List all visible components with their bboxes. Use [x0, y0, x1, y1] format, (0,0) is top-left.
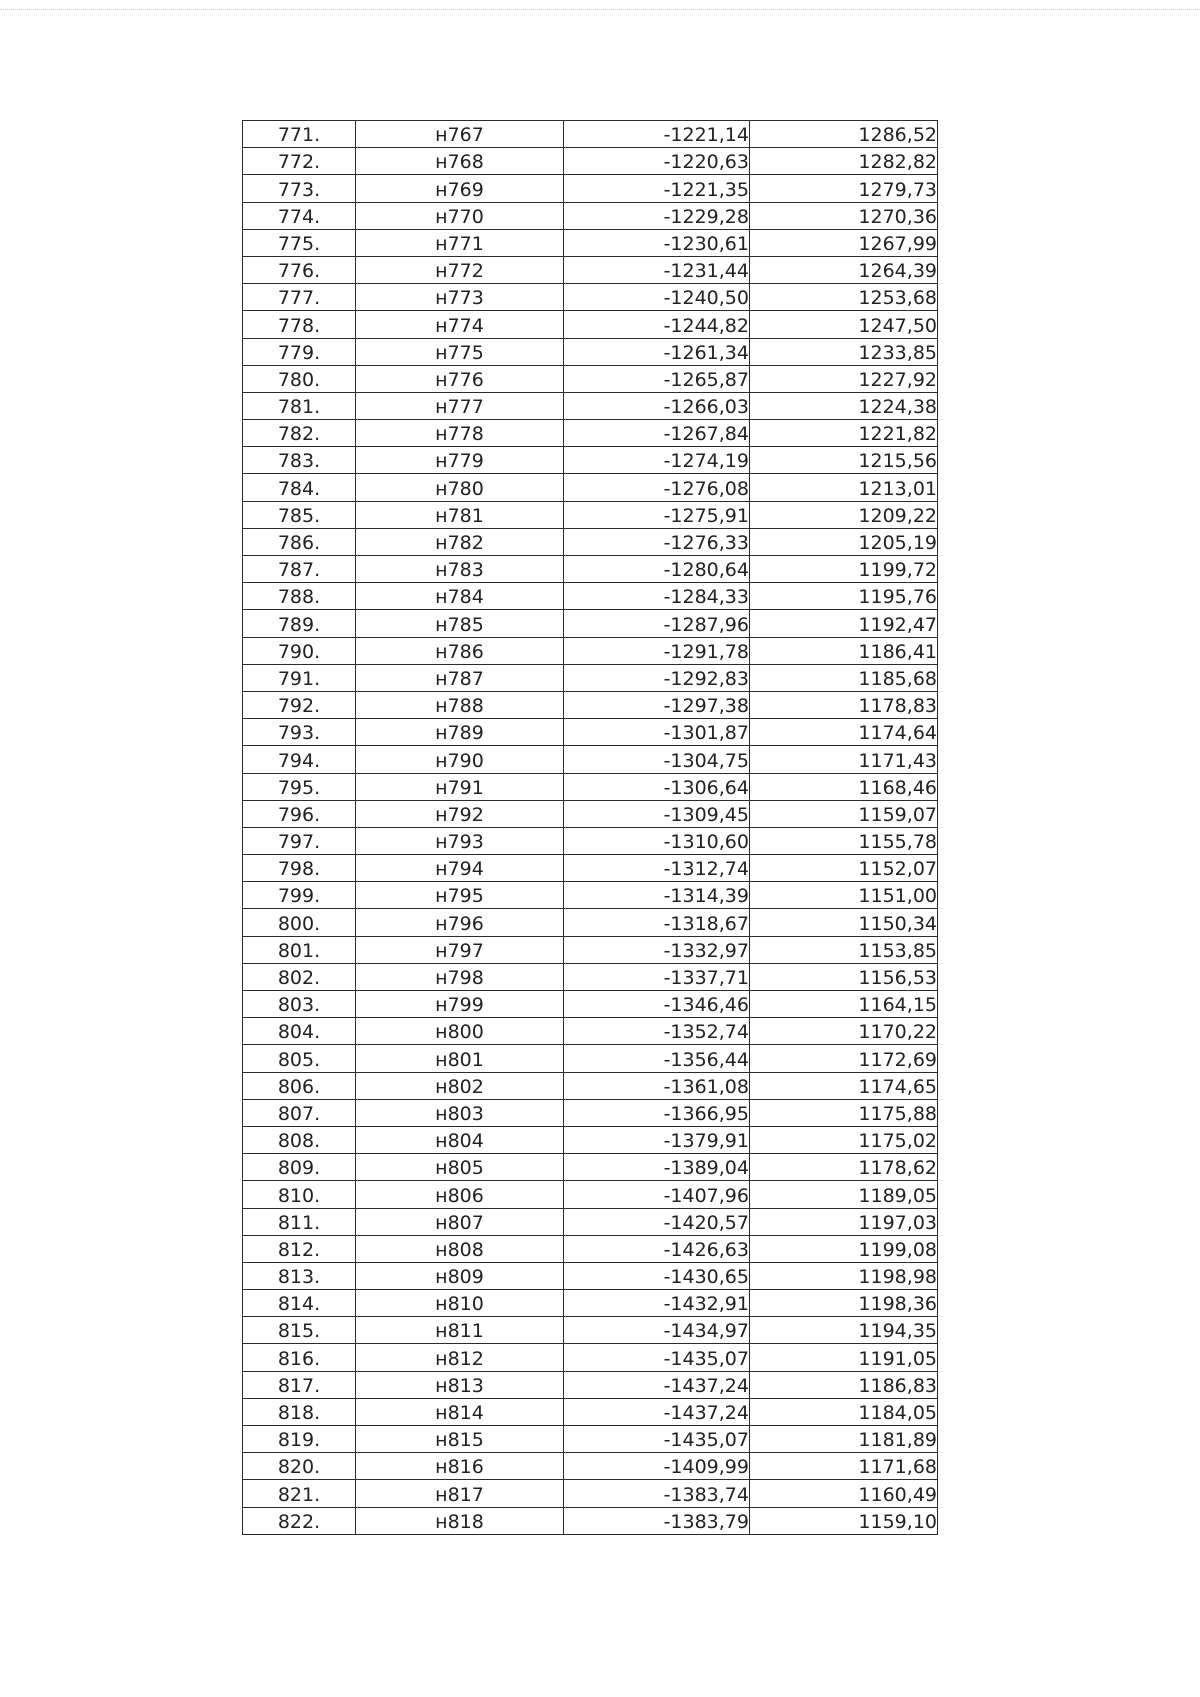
point-name: н805 [356, 1154, 564, 1181]
coord-y: 1181,89 [750, 1426, 938, 1453]
coord-y: 1253,68 [750, 284, 938, 311]
coord-y: 1227,92 [750, 365, 938, 392]
coord-x: -1220,63 [564, 148, 750, 175]
coord-y: 1213,01 [750, 474, 938, 501]
point-name: н816 [356, 1453, 564, 1480]
coord-x: -1435,07 [564, 1344, 750, 1371]
row-number: 774. [243, 202, 356, 229]
row-number: 785. [243, 501, 356, 528]
point-name: н770 [356, 202, 564, 229]
row-number: 791. [243, 664, 356, 691]
row-number: 798. [243, 855, 356, 882]
point-name: н806 [356, 1181, 564, 1208]
coordinates-table [242, 120, 938, 1535]
point-name: н783 [356, 556, 564, 583]
table-row [243, 420, 938, 447]
point-name: н793 [356, 827, 564, 854]
coord-x: -1221,35 [564, 175, 750, 202]
coord-y: 1152,07 [750, 855, 938, 882]
coord-x: -1229,28 [564, 202, 750, 229]
row-number: 805. [243, 1045, 356, 1072]
coord-x: -1346,46 [564, 991, 750, 1018]
row-number: 782. [243, 420, 356, 447]
row-number: 812. [243, 1235, 356, 1262]
table-row [243, 909, 938, 936]
row-number: 786. [243, 528, 356, 555]
coordinates-table-body [243, 121, 938, 1535]
table-row [243, 1290, 938, 1317]
table-row [243, 556, 938, 583]
row-number: 783. [243, 447, 356, 474]
coord-x: -1287,96 [564, 610, 750, 637]
coord-y: 1192,47 [750, 610, 938, 637]
table-row [243, 1045, 938, 1072]
row-number: 797. [243, 827, 356, 854]
coord-x: -1266,03 [564, 392, 750, 419]
row-number: 822. [243, 1507, 356, 1534]
coord-x: -1230,61 [564, 229, 750, 256]
coord-y: 1195,76 [750, 583, 938, 610]
coord-y: 1155,78 [750, 827, 938, 854]
coord-y: 1178,62 [750, 1154, 938, 1181]
row-number: 777. [243, 284, 356, 311]
coord-y: 1156,53 [750, 963, 938, 990]
point-name: н800 [356, 1018, 564, 1045]
row-number: 771. [243, 121, 356, 148]
point-name: н785 [356, 610, 564, 637]
coord-y: 1186,83 [750, 1371, 938, 1398]
coord-x: -1301,87 [564, 719, 750, 746]
coord-y: 1191,05 [750, 1344, 938, 1371]
point-name: н774 [356, 311, 564, 338]
table-row [243, 1208, 938, 1235]
coord-y: 1215,56 [750, 447, 938, 474]
coord-y: 1209,22 [750, 501, 938, 528]
row-number: 778. [243, 311, 356, 338]
table-row [243, 392, 938, 419]
row-number: 803. [243, 991, 356, 1018]
point-name: н801 [356, 1045, 564, 1072]
table-row [243, 963, 938, 990]
point-name: н798 [356, 963, 564, 990]
coord-y: 1198,36 [750, 1290, 938, 1317]
coord-x: -1318,67 [564, 909, 750, 936]
coord-y: 1205,19 [750, 528, 938, 555]
coord-y: 1150,34 [750, 909, 938, 936]
coord-x: -1309,45 [564, 800, 750, 827]
table-row [243, 637, 938, 664]
coord-y: 1171,68 [750, 1453, 938, 1480]
table-row [243, 855, 938, 882]
row-number: 776. [243, 256, 356, 283]
coord-y: 1286,52 [750, 121, 938, 148]
row-number: 802. [243, 963, 356, 990]
row-number: 796. [243, 800, 356, 827]
coord-y: 1174,64 [750, 719, 938, 746]
coord-x: -1280,64 [564, 556, 750, 583]
row-number: 799. [243, 882, 356, 909]
table-row [243, 583, 938, 610]
row-number: 793. [243, 719, 356, 746]
row-number: 788. [243, 583, 356, 610]
coord-x: -1409,99 [564, 1453, 750, 1480]
coord-y: 1267,99 [750, 229, 938, 256]
coord-y: 1189,05 [750, 1181, 938, 1208]
row-number: 773. [243, 175, 356, 202]
point-name: н773 [356, 284, 564, 311]
table-row [243, 610, 938, 637]
row-number: 780. [243, 365, 356, 392]
coord-x: -1383,79 [564, 1507, 750, 1534]
table-row [243, 1126, 938, 1153]
coord-x: -1383,74 [564, 1480, 750, 1507]
coord-x: -1306,64 [564, 773, 750, 800]
coord-x: -1420,57 [564, 1208, 750, 1235]
coord-x: -1221,14 [564, 121, 750, 148]
coord-x: -1434,97 [564, 1317, 750, 1344]
coord-y: 1199,08 [750, 1235, 938, 1262]
coord-x: -1361,08 [564, 1072, 750, 1099]
point-name: н808 [356, 1235, 564, 1262]
coord-x: -1314,39 [564, 882, 750, 909]
coord-y: 1178,83 [750, 691, 938, 718]
row-number: 784. [243, 474, 356, 501]
coord-x: -1291,78 [564, 637, 750, 664]
coord-x: -1240,50 [564, 284, 750, 311]
coord-y: 1270,36 [750, 202, 938, 229]
table-row [243, 1426, 938, 1453]
table-row [243, 447, 938, 474]
row-number: 790. [243, 637, 356, 664]
coord-y: 1247,50 [750, 311, 938, 338]
row-number: 807. [243, 1099, 356, 1126]
table-row [243, 719, 938, 746]
coord-x: -1437,24 [564, 1371, 750, 1398]
coord-y: 1172,69 [750, 1045, 938, 1072]
coord-x: -1312,74 [564, 855, 750, 882]
point-name: н790 [356, 746, 564, 773]
coord-y: 1171,43 [750, 746, 938, 773]
table-row [243, 1262, 938, 1289]
table-row [243, 1371, 938, 1398]
coord-x: -1407,96 [564, 1181, 750, 1208]
table-row [243, 664, 938, 691]
table-row [243, 1453, 938, 1480]
coord-y: 1159,07 [750, 800, 938, 827]
coord-x: -1261,34 [564, 338, 750, 365]
coord-x: -1352,74 [564, 1018, 750, 1045]
coord-x: -1432,91 [564, 1290, 750, 1317]
coord-x: -1284,33 [564, 583, 750, 610]
point-name: н809 [356, 1262, 564, 1289]
table-row [243, 284, 938, 311]
coord-y: 1194,35 [750, 1317, 938, 1344]
table-row [243, 365, 938, 392]
coord-y: 1233,85 [750, 338, 938, 365]
table-row [243, 256, 938, 283]
row-number: 815. [243, 1317, 356, 1344]
point-name: н789 [356, 719, 564, 746]
row-number: 792. [243, 691, 356, 718]
point-name: н780 [356, 474, 564, 501]
table-row [243, 991, 938, 1018]
coord-y: 1282,82 [750, 148, 938, 175]
coord-y: 1164,15 [750, 991, 938, 1018]
coord-y: 1159,10 [750, 1507, 938, 1534]
coord-x: -1244,82 [564, 311, 750, 338]
point-name: н788 [356, 691, 564, 718]
point-name: н776 [356, 365, 564, 392]
coord-x: -1276,08 [564, 474, 750, 501]
row-number: 781. [243, 392, 356, 419]
row-number: 772. [243, 148, 356, 175]
row-number: 794. [243, 746, 356, 773]
row-number: 813. [243, 1262, 356, 1289]
coord-x: -1430,65 [564, 1262, 750, 1289]
coord-y: 1175,02 [750, 1126, 938, 1153]
row-number: 818. [243, 1398, 356, 1425]
table-row [243, 1154, 938, 1181]
point-name: н772 [356, 256, 564, 283]
point-name: н768 [356, 148, 564, 175]
point-name: н784 [356, 583, 564, 610]
table-row [243, 1018, 938, 1045]
coord-y: 1221,82 [750, 420, 938, 447]
point-name: н815 [356, 1426, 564, 1453]
coord-x: -1379,91 [564, 1126, 750, 1153]
table-row [243, 773, 938, 800]
table-row [243, 501, 938, 528]
table-row [243, 1181, 938, 1208]
point-name: н811 [356, 1317, 564, 1344]
coord-x: -1310,60 [564, 827, 750, 854]
table-row [243, 1398, 938, 1425]
coord-y: 1199,72 [750, 556, 938, 583]
coord-y: 1224,38 [750, 392, 938, 419]
coord-y: 1186,41 [750, 637, 938, 664]
table-row [243, 229, 938, 256]
coord-y: 1175,88 [750, 1099, 938, 1126]
point-name: н781 [356, 501, 564, 528]
coord-y: 1153,85 [750, 936, 938, 963]
point-name: н802 [356, 1072, 564, 1099]
point-name: н807 [356, 1208, 564, 1235]
table-row [243, 121, 938, 148]
row-number: 779. [243, 338, 356, 365]
point-name: н778 [356, 420, 564, 447]
point-name: н771 [356, 229, 564, 256]
point-name: н814 [356, 1398, 564, 1425]
coord-y: 1174,65 [750, 1072, 938, 1099]
row-number: 819. [243, 1426, 356, 1453]
point-name: н797 [356, 936, 564, 963]
point-name: н769 [356, 175, 564, 202]
row-number: 775. [243, 229, 356, 256]
table-row [243, 1507, 938, 1534]
point-name: н818 [356, 1507, 564, 1534]
coord-x: -1356,44 [564, 1045, 750, 1072]
coord-y: 1170,22 [750, 1018, 938, 1045]
coord-x: -1366,95 [564, 1099, 750, 1126]
point-name: н767 [356, 121, 564, 148]
coord-x: -1437,24 [564, 1398, 750, 1425]
coord-y: 1151,00 [750, 882, 938, 909]
point-name: н796 [356, 909, 564, 936]
coord-x: -1274,19 [564, 447, 750, 474]
point-name: н792 [356, 800, 564, 827]
table-row [243, 1235, 938, 1262]
table-row [243, 1344, 938, 1371]
row-number: 804. [243, 1018, 356, 1045]
coord-y: 1185,68 [750, 664, 938, 691]
row-number: 801. [243, 936, 356, 963]
coord-x: -1292,83 [564, 664, 750, 691]
table-row [243, 474, 938, 501]
scan-artifact-line [0, 9, 1200, 11]
table-row [243, 1480, 938, 1507]
table-row [243, 1072, 938, 1099]
point-name: н803 [356, 1099, 564, 1126]
row-number: 811. [243, 1208, 356, 1235]
row-number: 795. [243, 773, 356, 800]
coord-y: 1160,49 [750, 1480, 938, 1507]
row-number: 810. [243, 1181, 356, 1208]
coord-x: -1435,07 [564, 1426, 750, 1453]
point-name: н795 [356, 882, 564, 909]
table-row [243, 827, 938, 854]
coord-x: -1267,84 [564, 420, 750, 447]
coord-x: -1304,75 [564, 746, 750, 773]
table-row [243, 338, 938, 365]
table-row [243, 311, 938, 338]
coord-x: -1426,63 [564, 1235, 750, 1262]
point-name: н786 [356, 637, 564, 664]
coord-y: 1264,39 [750, 256, 938, 283]
point-name: н804 [356, 1126, 564, 1153]
row-number: 820. [243, 1453, 356, 1480]
coord-y: 1279,73 [750, 175, 938, 202]
row-number: 816. [243, 1344, 356, 1371]
table-row [243, 202, 938, 229]
table-row [243, 746, 938, 773]
point-name: н779 [356, 447, 564, 474]
point-name: н787 [356, 664, 564, 691]
table-row [243, 175, 938, 202]
row-number: 814. [243, 1290, 356, 1317]
row-number: 787. [243, 556, 356, 583]
coord-y: 1198,98 [750, 1262, 938, 1289]
row-number: 808. [243, 1126, 356, 1153]
coord-x: -1332,97 [564, 936, 750, 963]
row-number: 809. [243, 1154, 356, 1181]
point-name: н791 [356, 773, 564, 800]
point-name: н782 [356, 528, 564, 555]
coord-y: 1197,03 [750, 1208, 938, 1235]
coord-x: -1337,71 [564, 963, 750, 990]
point-name: н799 [356, 991, 564, 1018]
row-number: 806. [243, 1072, 356, 1099]
point-name: н775 [356, 338, 564, 365]
coord-x: -1297,38 [564, 691, 750, 718]
row-number: 817. [243, 1371, 356, 1398]
table-row [243, 528, 938, 555]
coord-y: 1168,46 [750, 773, 938, 800]
coord-x: -1276,33 [564, 528, 750, 555]
point-name: н813 [356, 1371, 564, 1398]
row-number: 800. [243, 909, 356, 936]
row-number: 821. [243, 1480, 356, 1507]
coord-x: -1275,91 [564, 501, 750, 528]
point-name: н810 [356, 1290, 564, 1317]
point-name: н817 [356, 1480, 564, 1507]
row-number: 789. [243, 610, 356, 637]
table-row [243, 800, 938, 827]
point-name: н777 [356, 392, 564, 419]
coord-x: -1231,44 [564, 256, 750, 283]
table-row [243, 936, 938, 963]
coord-x: -1389,04 [564, 1154, 750, 1181]
coord-x: -1265,87 [564, 365, 750, 392]
point-name: н794 [356, 855, 564, 882]
table-row [243, 148, 938, 175]
table-row [243, 1317, 938, 1344]
table-row [243, 882, 938, 909]
table-row [243, 1099, 938, 1126]
table-row [243, 691, 938, 718]
coord-y: 1184,05 [750, 1398, 938, 1425]
point-name: н812 [356, 1344, 564, 1371]
